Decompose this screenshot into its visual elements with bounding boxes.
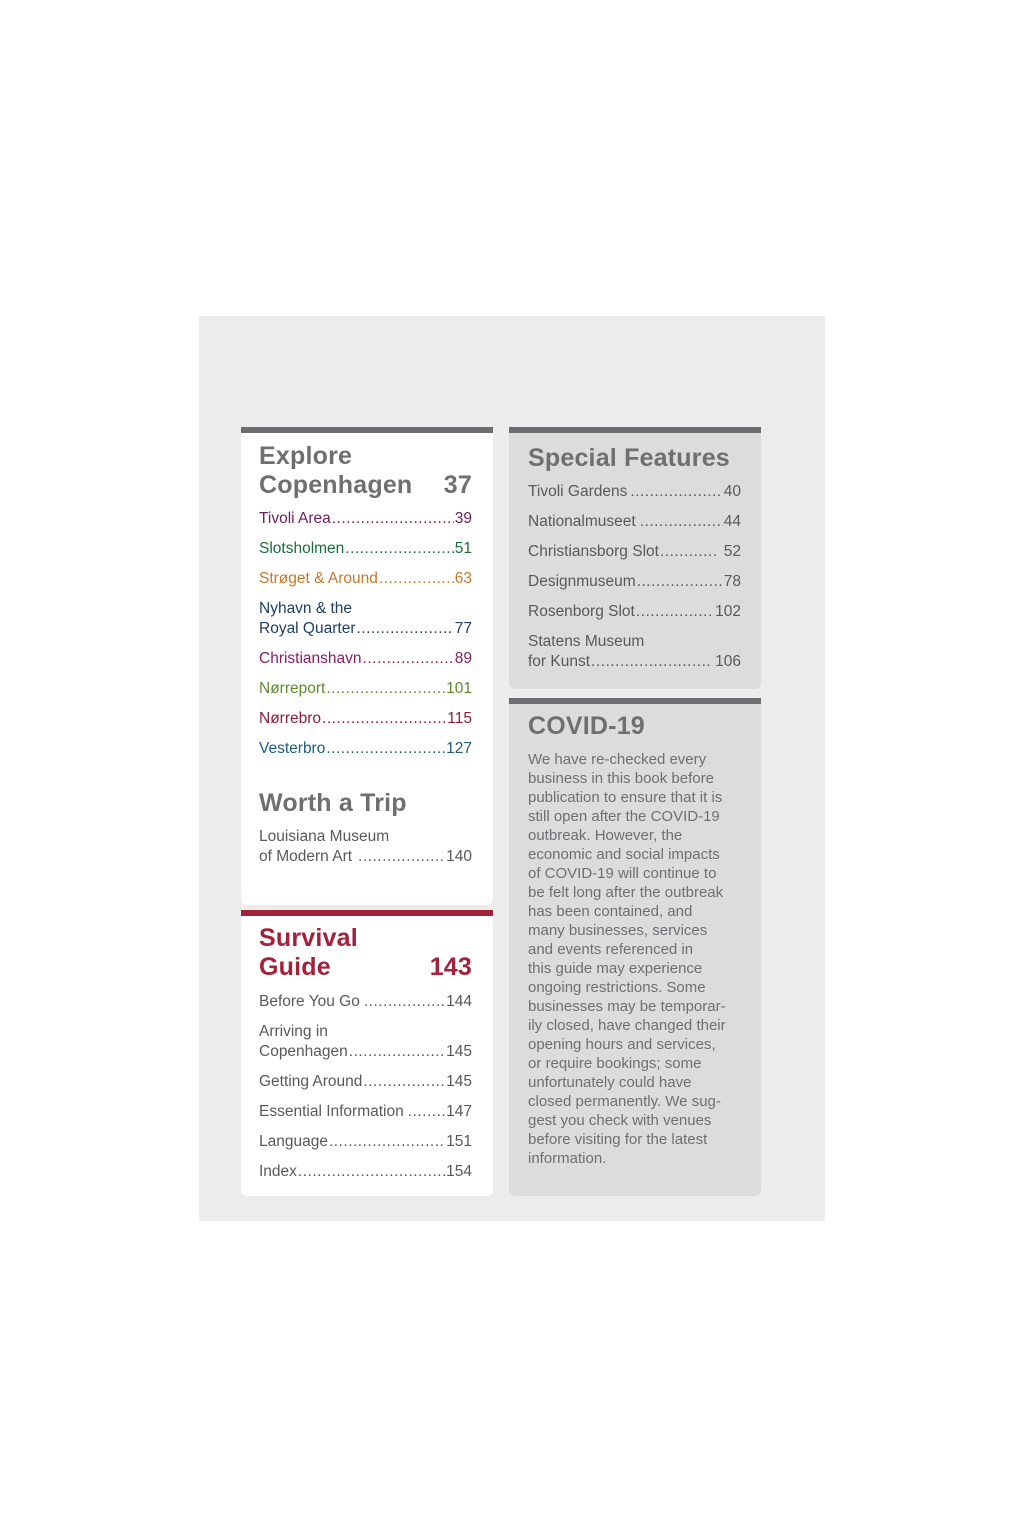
survival-list bbox=[259, 992, 472, 1192]
entry-page: 101 bbox=[446, 680, 472, 697]
leader-dots bbox=[349, 1042, 445, 1062]
survival-heading bbox=[259, 924, 472, 982]
toc-entry-index[interactable] bbox=[259, 1162, 472, 1182]
leader-dots bbox=[363, 649, 454, 669]
entry-page: 145 bbox=[446, 1043, 472, 1060]
entry-label-line1: Louisiana Museum bbox=[259, 828, 390, 845]
entry-label: Vesterbro bbox=[259, 740, 326, 757]
leader-dots bbox=[637, 572, 723, 592]
entry-page: 115 bbox=[447, 710, 472, 727]
explore-title-line2: Copenhagen bbox=[259, 471, 413, 499]
entry-page: 106 bbox=[715, 653, 741, 670]
entry-page: 77 bbox=[454, 620, 472, 637]
special-features-section bbox=[509, 427, 761, 689]
covid-line: We have re-checked every bbox=[528, 751, 707, 768]
entry-label-line1: Arriving in bbox=[259, 1023, 328, 1040]
entry-page: 154 bbox=[446, 1163, 472, 1180]
explore-title-line1: Explore bbox=[259, 442, 353, 470]
leader-dots bbox=[326, 739, 445, 759]
entry-label: of Modern Art bbox=[259, 848, 353, 865]
leader-dots bbox=[630, 482, 722, 502]
covid-line: gest you check with venues bbox=[528, 1112, 712, 1129]
toc-entry-slotsholmen[interactable] bbox=[259, 539, 472, 559]
entry-label: Nationalmuseet bbox=[528, 513, 636, 530]
covid-line: and events referenced in bbox=[528, 941, 694, 958]
entry-page: 140 bbox=[446, 848, 472, 865]
entry-label: Royal Quarter bbox=[259, 620, 356, 637]
covid-line: publication to ensure that it is bbox=[528, 789, 723, 806]
toc-entry-louisiana[interactable] bbox=[259, 827, 472, 867]
leader-dots bbox=[379, 569, 454, 589]
toc-entry-before-you-go[interactable] bbox=[259, 992, 472, 1012]
toc-entry-tivoli-area[interactable] bbox=[259, 509, 472, 529]
covid-section bbox=[509, 698, 761, 1196]
entry-label-line1: Nyhavn & the bbox=[259, 600, 353, 617]
leader-dots bbox=[640, 512, 723, 532]
entry-page: 102 bbox=[715, 603, 741, 620]
covid-line: of COVID-19 will continue to bbox=[528, 865, 717, 882]
survival-section bbox=[241, 910, 493, 1196]
toc-entry-stroget[interactable] bbox=[259, 569, 472, 589]
toc-entry-norreport[interactable] bbox=[259, 679, 472, 699]
entry-label: Slotsholmen bbox=[259, 540, 345, 557]
leader-dots bbox=[329, 1132, 445, 1152]
toc-entry-nationalmuseet[interactable] bbox=[528, 512, 741, 532]
special-features-list bbox=[528, 482, 741, 682]
leader-dots bbox=[356, 619, 453, 639]
leader-dots bbox=[636, 602, 714, 622]
covid-line: closed permanently. We sug- bbox=[528, 1093, 721, 1110]
covid-line: before visiting for the latest bbox=[528, 1131, 708, 1148]
toc-entry-designmuseum[interactable] bbox=[528, 572, 741, 592]
toc-entry-christianshavn[interactable] bbox=[259, 649, 472, 669]
entry-label: Nørrebro bbox=[259, 710, 322, 727]
covid-line: economic and social impacts bbox=[528, 846, 720, 863]
leader-dots bbox=[332, 509, 454, 529]
toc-entry-norrebro[interactable] bbox=[259, 709, 472, 729]
entry-page: 40 bbox=[723, 483, 741, 500]
covid-line: still open after the COVID-19 bbox=[528, 808, 720, 825]
leader-dots bbox=[358, 847, 445, 867]
entry-page: 144 bbox=[446, 993, 472, 1010]
section-top-bar bbox=[509, 698, 761, 704]
toc-entry-arriving[interactable] bbox=[259, 1022, 472, 1062]
leader-dots bbox=[345, 539, 453, 559]
toc-entry-language[interactable] bbox=[259, 1132, 472, 1152]
entry-label: for Kunst bbox=[528, 653, 591, 670]
entry-page: 52 bbox=[723, 543, 741, 560]
entry-label: Copenhagen bbox=[259, 1043, 348, 1060]
toc-entry-statens-museum[interactable] bbox=[528, 632, 741, 672]
leader-dots bbox=[322, 709, 446, 729]
leader-dots bbox=[660, 542, 719, 562]
entry-page: 39 bbox=[454, 510, 472, 527]
worth-trip-heading: Worth a Trip bbox=[259, 789, 407, 817]
covid-line: many businesses, services bbox=[528, 922, 708, 939]
covid-line: has been contained, and bbox=[528, 903, 693, 920]
entry-label-line1: Statens Museum bbox=[528, 633, 645, 650]
entry-label: Designmuseum bbox=[528, 573, 636, 590]
entry-page: 78 bbox=[723, 573, 741, 590]
entry-page: 127 bbox=[446, 740, 472, 757]
explore-section bbox=[241, 427, 493, 905]
section-top-bar bbox=[241, 910, 493, 916]
special-features-heading: Special Features bbox=[528, 444, 730, 472]
entry-label: Christianshavn bbox=[259, 650, 362, 667]
entry-page: 151 bbox=[446, 1133, 472, 1150]
section-top-bar bbox=[241, 427, 493, 433]
covid-line: or require bookings; some bbox=[528, 1055, 702, 1072]
covid-line: outbreak. However, the bbox=[528, 827, 683, 844]
toc-entry-rosenborg-slot[interactable] bbox=[528, 602, 741, 622]
entry-page: 145 bbox=[446, 1073, 472, 1090]
toc-entry-getting-around[interactable] bbox=[259, 1072, 472, 1092]
entry-label: Rosenborg Slot bbox=[528, 603, 635, 620]
covid-line: businesses may be temporar- bbox=[528, 998, 726, 1015]
survival-title-line1: Survival bbox=[259, 924, 358, 952]
leader-dots bbox=[326, 679, 445, 699]
covid-line: unfortunately could have bbox=[528, 1074, 692, 1091]
entry-page: 89 bbox=[454, 650, 472, 667]
entry-label: Index bbox=[259, 1163, 297, 1180]
entry-label: Nørreport bbox=[259, 680, 326, 697]
entry-label: Strøget & Around bbox=[259, 570, 378, 587]
explore-page-number[interactable]: 37 bbox=[443, 471, 472, 499]
entry-label: Getting Around bbox=[259, 1073, 363, 1090]
entry-page: 51 bbox=[454, 540, 472, 557]
entry-label: Christiansborg Slot bbox=[528, 543, 659, 560]
covid-notice-text bbox=[528, 750, 743, 1168]
entry-page: 147 bbox=[446, 1103, 472, 1120]
covid-heading: COVID-19 bbox=[528, 712, 645, 740]
leader-dots bbox=[591, 652, 710, 672]
explore-list bbox=[259, 509, 472, 769]
survival-title-line2: Guide bbox=[259, 953, 331, 981]
entry-label: Essential Information bbox=[259, 1103, 404, 1120]
toc-entry-nyhavn[interactable] bbox=[259, 599, 472, 639]
survival-page-number[interactable]: 143 bbox=[429, 953, 472, 981]
covid-line: ily closed, have changed their bbox=[528, 1017, 726, 1034]
entry-label: Language bbox=[259, 1133, 328, 1150]
covid-line: this guide may experience bbox=[528, 960, 703, 977]
leader-dots bbox=[298, 1162, 445, 1182]
toc-entry-vesterbro[interactable] bbox=[259, 739, 472, 759]
entry-label: Before You Go bbox=[259, 993, 360, 1010]
worth-trip-list bbox=[259, 827, 472, 877]
covid-line: be felt long after the outbreak bbox=[528, 884, 724, 901]
section-top-bar bbox=[509, 427, 761, 433]
explore-heading bbox=[259, 442, 472, 500]
toc-entry-tivoli-gardens[interactable] bbox=[528, 482, 741, 502]
entry-page: 44 bbox=[723, 513, 741, 530]
covid-line: information. bbox=[528, 1150, 607, 1167]
entry-label: Tivoli Gardens bbox=[528, 483, 628, 500]
leader-dots bbox=[364, 992, 445, 1012]
covid-line: ongoing restrictions. Some bbox=[528, 979, 706, 996]
covid-line: opening hours and services, bbox=[528, 1036, 716, 1053]
entry-label: Tivoli Area bbox=[259, 510, 331, 527]
leader-dots bbox=[363, 1072, 445, 1092]
entry-page: 63 bbox=[454, 570, 472, 587]
toc-entry-christiansborg-slot[interactable] bbox=[528, 542, 741, 562]
covid-line: business in this book before bbox=[528, 770, 714, 787]
leader-dots bbox=[408, 1102, 445, 1122]
toc-entry-essential-info[interactable] bbox=[259, 1102, 472, 1122]
